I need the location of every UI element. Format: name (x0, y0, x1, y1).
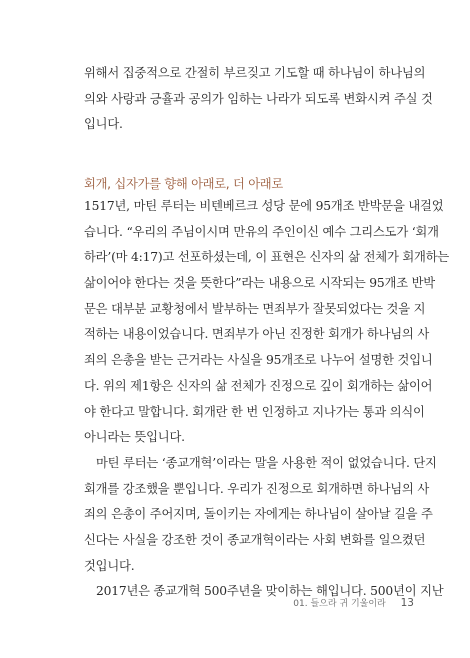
chapter-title: 01. 들으라 귀 기울이라 (293, 599, 386, 609)
text-line: 2017년은 종교개혁 500주년을 맞이하는 해입니다. 500년이 지난 (96, 584, 444, 599)
paragraph-top (84, 61, 433, 138)
text-line: 하라’(마 4:17)고 선포하셨는데, 이 표현은 신자의 삶 전체가 회개하는 (84, 250, 450, 265)
text-line: 마틴 루터는 ‘종교개혁’이라는 말을 사용한 적이 없었습니다. 단지 (96, 455, 437, 470)
text-line: 위해서 집중적으로 간절히 부르짖고 기도할 때 하나님이 하나님의 (84, 66, 426, 80)
text-line: 1517년, 마틴 루터는 비텐베르크 성당 문에 95개조 반박문을 내걸었 (84, 199, 444, 213)
text-line: 회개를 강조했을 뿐입니다. 우리가 진정으로 회개하면 하나님의 사 (84, 481, 429, 496)
text-line: 입니다. (84, 117, 123, 132)
text-line: 습니다. “우리의 주님이시며 만유의 주인이신 예수 그리스도가 ‘회개 (84, 224, 439, 239)
page-footer (293, 596, 414, 611)
text-line: 삶이어야 한다는 것을 뜻한다”라는 내용으로 시작되는 95개조 반박 (84, 276, 435, 291)
section-heading: 회개, 십자가를 향해 아래로, 더 아래로 (84, 177, 283, 191)
text-line: 의와 사랑과 긍휼과 공의가 임하는 나라가 되도록 변화시켜 주실 것 (84, 91, 433, 106)
text-line: 문은 대부분 교황청에서 발부하는 면죄부가 잘못되었다는 것을 지 (84, 301, 426, 316)
page-number: 13 (400, 597, 414, 609)
text-line: 신다는 사실을 강조한 것이 종교개혁이라는 사회 변화를 일으켰던 (84, 532, 426, 547)
text-line: 죄의 은총이 주어지며, 돌이키는 자에게는 하나님이 살아날 길을 주 (84, 507, 433, 522)
text-line: 야 한다고 말합니다. 회개란 한 번 인정하고 지나가는 통과 의식이 (84, 404, 425, 419)
text-line: 것입니다. (84, 558, 135, 573)
text-line: 아니라는 뜻입니다. (84, 430, 185, 445)
text-line: 다. 위의 제1항은 신자의 삶 전체가 진정으로 깊이 회개하는 삶이어 (84, 378, 433, 393)
text-line: 적하는 내용이었습니다. 면죄부가 아닌 진정한 회개가 하나님의 사 (84, 327, 429, 342)
text-line: 죄의 은총을 받는 근거라는 사실을 95개조로 나누어 설명한 것입니 (84, 353, 433, 368)
